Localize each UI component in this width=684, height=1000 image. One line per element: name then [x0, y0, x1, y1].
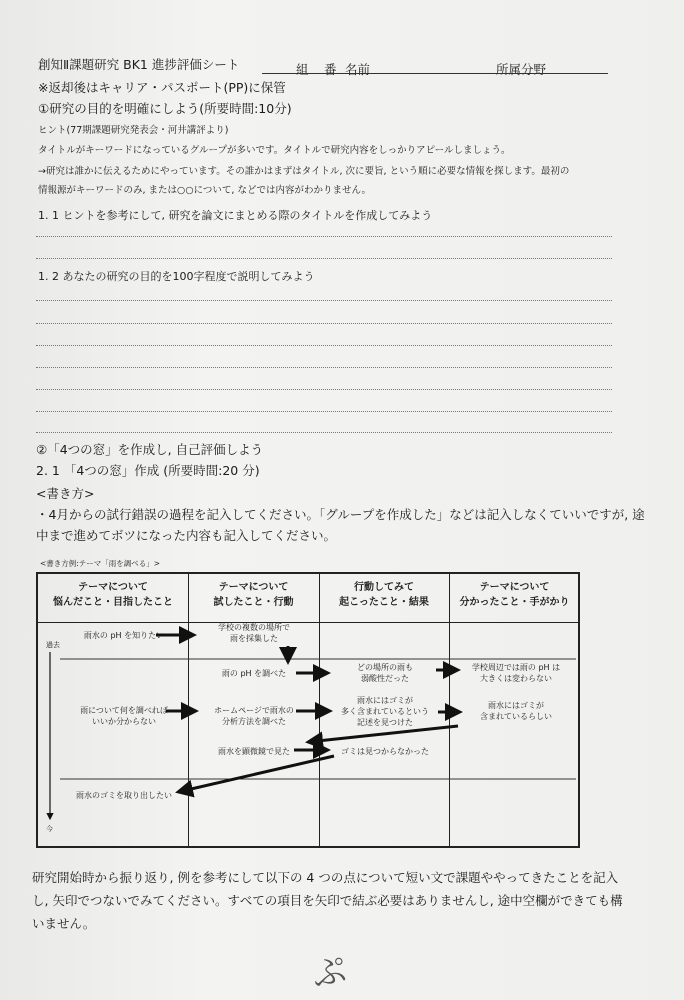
- cell-line: 雨を採集した: [230, 634, 278, 643]
- cell-line: いいか分からない: [92, 717, 156, 726]
- cell-c2-2: 雨の pH を調べた: [221, 669, 287, 678]
- cell-line: 含まれているらしい: [480, 712, 552, 721]
- cell-line: 記述を見つけた: [357, 718, 413, 727]
- header-line: テーマについて: [479, 582, 550, 593]
- hint-line-1: タイトルがキーワードになっているグループが多いです。タイトルで研究内容をしっかりアピールしましょう。: [38, 145, 511, 156]
- cell-c1-1: 雨水の pH を知りたい: [83, 631, 165, 640]
- answer-line[interactable]: [36, 411, 612, 412]
- example-caption: <書き方例:テーマ「雨を調べる」>: [40, 559, 161, 568]
- flow-arrow: [178, 756, 334, 792]
- answer-line[interactable]: [36, 323, 612, 324]
- footer-line-2: し, 矢印でつないでみてください。すべての項目を矢印で結ぶ必要はありませんし, 途中空欄ができても構: [32, 893, 623, 908]
- arrows-overlay: [38, 574, 578, 846]
- header-line: 悩んだこと・目指したこと: [53, 597, 173, 608]
- footer-line-1: 研究開始時から振り返り, 例を参考にして以下の 4 つの点について短い文で課題ややってきたことを記入: [32, 870, 619, 885]
- cell-line: 学校周辺では雨の pH は: [471, 663, 561, 672]
- keep-note: ※返却後はキャリア・パスポート(PP)に保管: [38, 80, 286, 95]
- answer-line[interactable]: [36, 432, 612, 433]
- answer-line[interactable]: [36, 389, 612, 390]
- header-line: 分かったこと・手がかり: [459, 597, 570, 608]
- section1-heading: ①研究の目的を明確にしよう(所要時間:10分): [38, 101, 292, 116]
- timeline-now-label: 今: [46, 825, 53, 833]
- timeline-past-label: 過去: [46, 641, 60, 649]
- header-line: 行動してみて: [354, 582, 414, 593]
- flow-arrow: [308, 726, 458, 742]
- answer-line[interactable]: [36, 367, 612, 368]
- cell-c2-4: 雨水を顕微鏡で見た: [218, 747, 290, 756]
- name-label: 名前: [345, 62, 371, 77]
- answer-line[interactable]: [36, 300, 612, 301]
- cell-line: 多く含まれているという: [341, 707, 429, 716]
- header-line: 起こったこと・結果: [339, 597, 429, 608]
- how-label: <書き方>: [36, 486, 95, 501]
- answer-line[interactable]: [36, 345, 612, 346]
- hint-line-2: →研究は誰かに伝えるためにやっています。その誰かはまずはタイトル, 次に要旨, という順に必要な情報を探します。最初の: [38, 166, 570, 177]
- cell-c3-3: ゴミは見つからなかった: [341, 747, 429, 756]
- header-line: 試したこと・行動: [213, 597, 294, 608]
- question-1-1: 1. 1 ヒントを参考にして, 研究を論文にまとめる際のタイトルを作成してみよう: [38, 209, 433, 222]
- number-label: 番: [324, 62, 337, 77]
- dept-label: 所属分野: [496, 62, 547, 77]
- cell-line: どの場所の雨も: [357, 663, 413, 672]
- header-line: テーマについて: [218, 582, 289, 593]
- handwritten-mark: ぷ: [309, 950, 350, 996]
- class-label: 組: [296, 62, 309, 77]
- section2-heading: ②「4つの窓」を作成し, 自己評価しよう: [36, 442, 264, 457]
- section2-sub: 2. 1 「4つの窓」作成 (所要時間:20 分): [36, 463, 260, 478]
- cell-line: 分析方法を調べた: [222, 717, 286, 726]
- cell-line: 学校の複数の場所で: [218, 623, 290, 632]
- answer-line[interactable]: [36, 258, 612, 259]
- hint-line-3: 情報源がキーワードのみ, または○○について, などでは内容がわかりません。: [38, 185, 372, 196]
- question-1-2: 1. 2 あなたの研究の目的を100字程度で説明してみよう: [38, 270, 315, 283]
- sheet-title: 創知Ⅱ課題研究 BK1 進捗評価シート: [38, 57, 240, 72]
- how-line-2: 中まで進めてボツになった内容も記入してください。: [36, 528, 337, 543]
- cell-line: 雨水にはゴミが: [488, 701, 544, 710]
- four-windows-example-table: [36, 572, 580, 848]
- cell-line: 大きくは変わらない: [480, 674, 552, 683]
- footer-line-3: いません。: [32, 916, 96, 931]
- cell-line: 雨について何を調べれば: [80, 706, 168, 715]
- how-line-1: ・4月からの試行錯誤の過程を記入してください。「グループを作成した」などは記入しなくていいですが, 途: [36, 507, 645, 522]
- answer-line[interactable]: [36, 236, 612, 237]
- hint-label: ヒント(77期課題研究発表会・河井講評より): [38, 125, 229, 136]
- header-underline: [262, 73, 608, 74]
- cell-c1-3: 雨水のゴミを取り出したい: [76, 791, 172, 800]
- cell-line: ホームページで雨水の: [214, 706, 294, 715]
- header-line: テーマについて: [78, 582, 148, 593]
- cell-line: 雨水にはゴミが: [357, 696, 413, 705]
- cell-line: 弱酸性だった: [361, 674, 409, 683]
